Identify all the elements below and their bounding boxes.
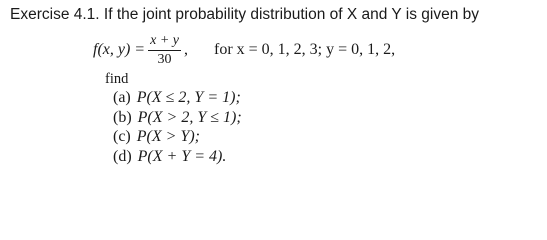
part-a-expr: P(X ≤ 2, Y = 1); (136, 89, 241, 106)
part-d (113, 147, 242, 167)
part-b-tag: (b) (113, 108, 132, 126)
part-b-expr: P(X > 2, Y ≤ 1); (137, 108, 242, 126)
exercise-heading: Exercise 4.1. If the joint probability distribution of X and Y is given by (10, 6, 479, 23)
part-a (113, 88, 242, 108)
formula-fraction (148, 34, 181, 67)
fraction-denominator: 30 (157, 51, 172, 67)
question-parts (113, 88, 242, 166)
fraction-numerator: x + y (148, 34, 181, 51)
part-c-expr: P(X > Y); (136, 128, 200, 145)
joint-distribution-formula (93, 33, 395, 67)
find-label: find (105, 71, 129, 87)
part-c-tag: (c) (113, 128, 131, 145)
part-c (113, 127, 242, 147)
formula-comma: , (183, 41, 188, 58)
formula-lhs: f(x, y) = (93, 41, 146, 58)
part-b (113, 108, 242, 128)
part-a-tag: (a) (113, 89, 131, 106)
part-d-tag: (d) (113, 147, 132, 165)
part-d-expr: P(X + Y = 4). (137, 147, 227, 165)
formula-domain: for x = 0, 1, 2, 3; y = 0, 1, 2, (213, 41, 396, 58)
